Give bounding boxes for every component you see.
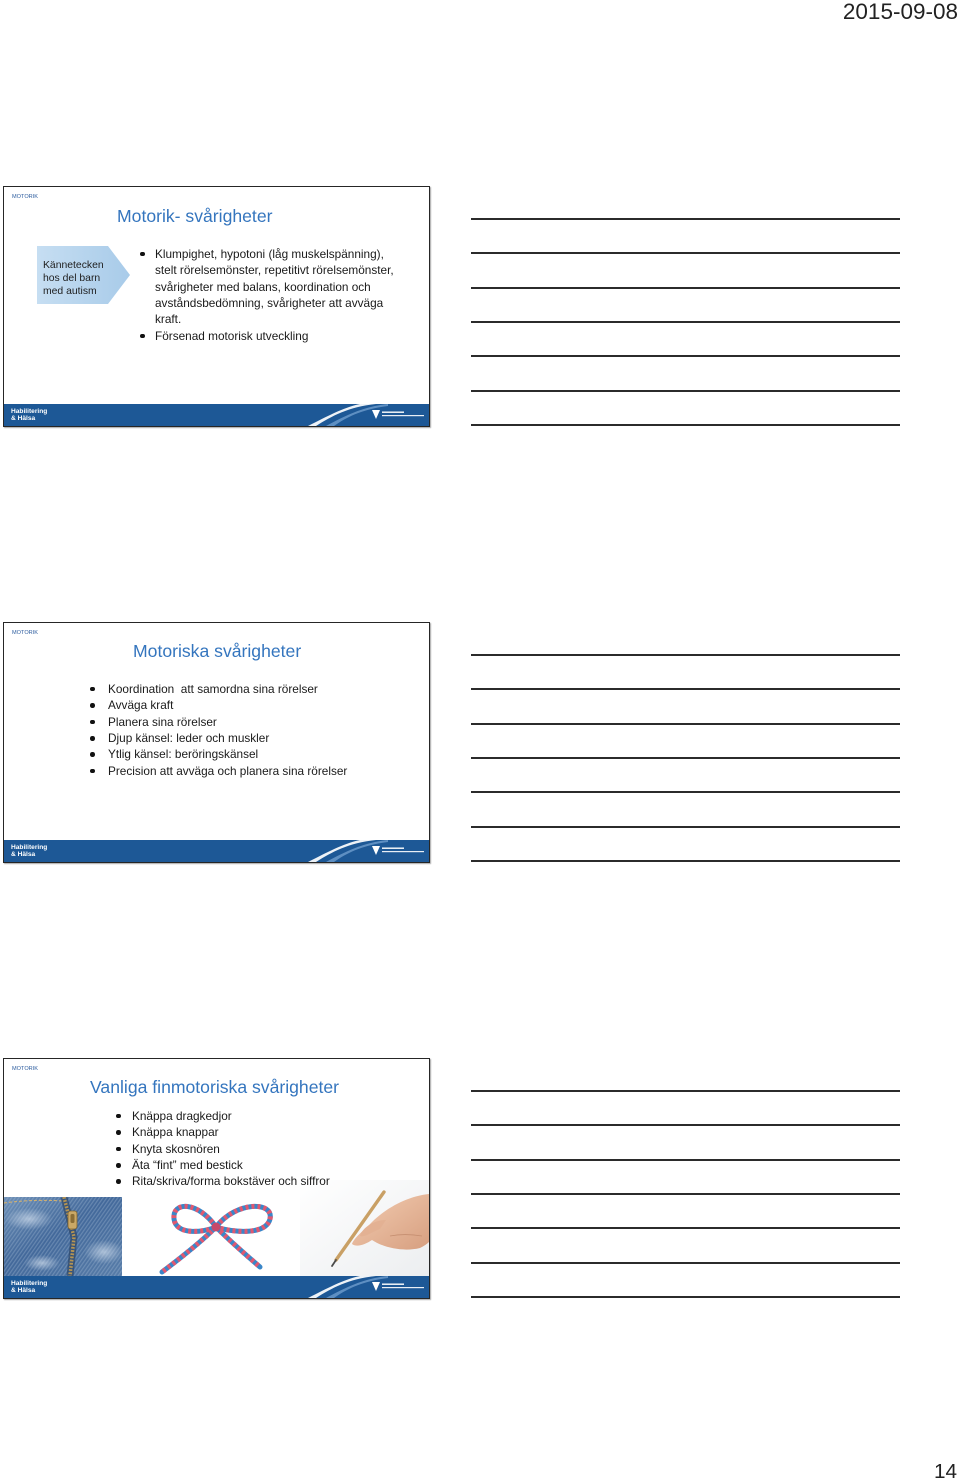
note-line [471,218,900,220]
notes-lines [471,218,900,426]
notes-lines [471,654,900,862]
note-line [471,757,900,759]
slide-footer [4,1276,429,1298]
footer-wave [4,404,429,426]
slide-thumbnail-2 [3,622,430,863]
footer-brand-line1: Habilitering [11,408,48,415]
note-line [471,1262,900,1264]
footer-brand [11,844,47,858]
section-label: MOTORIK [12,194,39,200]
footer-brand-line1: Habilitering [11,844,48,851]
bullet-item: Klumpighet, hypotoni (låg muskelspänning), stelt rörelsemönster, repetitivt rörelsemönster, svårigheter med balans, koordination och avståndsbedömning, svårigheter att avväga kraft. [140,246,397,328]
footer-brand [11,408,47,422]
footer-wave [4,1276,429,1298]
note-line [471,355,900,357]
callout-line: med autism [43,285,97,297]
note-line [471,791,900,793]
bullet-list [140,246,397,344]
bullet-item: Försenad motorisk utveckling [140,328,397,344]
footer-brand [11,1280,47,1294]
note-line [471,1090,900,1092]
bullet-item: Planera sina rörelser [90,714,400,730]
page-number: 14 [933,1460,957,1483]
regional-logo-icon [372,846,424,855]
jeans-zipper-photo [4,1197,122,1276]
notes-lines [471,1090,900,1298]
slide-thumbnail-1 [3,186,430,427]
hand-with-pencil-photo [300,1180,429,1276]
bullet-list [116,1108,406,1190]
regional-logo-icon [372,410,424,419]
bullet-item: Djup känsel: leder och muskler [90,730,400,746]
bullet-item: Rita/skriva/forma bokstäver och siffror [116,1173,406,1189]
section-label: MOTORIK [12,1066,39,1072]
slide-footer [4,840,429,862]
slide-title: Vanliga finmotoriska svårigheter [90,1077,340,1097]
regional-logo-icon [372,1282,424,1291]
footer-brand-line2: & Hälsa [11,415,36,422]
footer-brand-line1: Habilitering [11,1280,48,1287]
knotted-bow-photo [150,1197,290,1276]
bullet-item: Äta “fint” med bestick [116,1157,406,1173]
bullet-item: Knäppa dragkedjor [116,1108,406,1124]
slide-title: Motorik- svårigheter [117,206,273,226]
bullet-list [90,681,400,779]
section-label: MOTORIK [12,630,39,636]
bullet-item: Knyta skosnören [116,1141,406,1157]
note-line [471,1193,900,1195]
callout-line: Kännetecken [43,259,104,271]
footer-wave [4,840,429,862]
footer-brand-line2: & Hälsa [11,1287,36,1294]
note-line [471,1124,900,1126]
handout-date: 2015-09-08 [842,0,958,24]
note-line [471,390,900,392]
note-line [471,826,900,828]
callout-line: hos del barn [43,272,101,284]
callout-arrow [37,246,130,304]
bullet-item: Koordination att samordna sina rörelser [90,681,400,697]
note-line [471,654,900,656]
note-line [471,1227,900,1229]
slide-footer [4,404,429,426]
note-line [471,1159,900,1161]
note-line [471,424,900,426]
note-line [471,252,900,254]
callout-text [43,259,104,298]
note-line [471,860,900,862]
slide-title: Motoriska svårigheter [133,641,302,661]
bullet-item: Precision att avväga och planera sina rörelser [90,763,400,779]
bullet-item: Avväga kraft [90,697,400,713]
note-line [471,321,900,323]
note-line [471,287,900,289]
note-line [471,723,900,725]
bullet-item: Knäppa knappar [116,1124,406,1140]
footer-brand-line2: & Hälsa [11,851,36,858]
note-line [471,688,900,690]
note-line [471,1296,900,1298]
bullet-item: Ytlig känsel: beröringskänsel [90,746,400,762]
slide-thumbnail-3 [3,1058,430,1299]
